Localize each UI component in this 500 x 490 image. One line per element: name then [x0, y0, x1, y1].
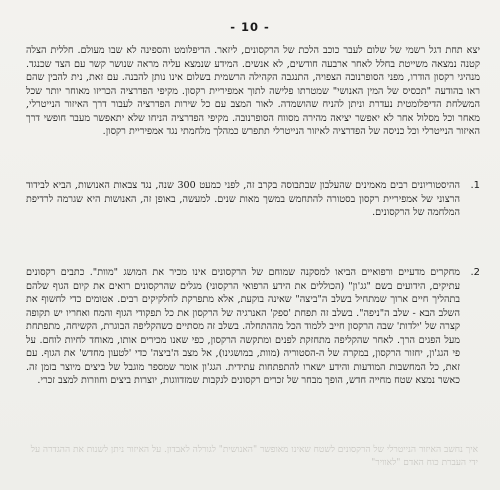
list-item [26, 179, 480, 220]
list-item-number: 1. [470, 180, 480, 191]
bleed-through-text: איך נחשב האיזור הנייטרלי של הרקסונים לשטח שאינו מאופשר "האנושית" לגורלה לאבדון. על האיזור ניתן לשנות את ההגדרה על ידי העברת כוח האדם "לאוויר" [30, 445, 478, 468]
page-number: - 10 - [230, 20, 270, 34]
list-item-number: 2. [470, 267, 480, 278]
list-item-text: מחקרים מדעיים ורפואיים הביאו למסקנה שמוחם של הרקסונים אינו מכיר את המושג "מוות". כתבים רקסונים עתיקים, הידועים בשם "גג'ון" (הכוללים את הידע הרפואי הרקסוני) מגלים שהרקסונים רואים את קיום הגוף שלהם בתהליך חיים ארוך שמתחיל בשלב ה"ביצה" שאינה בוקעת, אלא מתפרקת לחלקיקים רבים. אטומים כדי לחשוף את השלב הבא - שלב ה"ניפה". בשלב זה תפחת 'ספק' האנרגיה של הרקסון את כל תפקודי הגוף והמח ואחריו יש תקופה קצרה של 'ילדות' שבה הרקסון חייב ללמוד הכל מההתחלה. בשלב זה מסתיים כשהקליפה הבוגרת, הקשיחה, מתפתחת מעל הפגים הרך. לאחר שהקליפה מתחזקת לפנים ומתקשה הרקסון, כפי שאנו מכירים אותו, מאוחד לחיות לוחם. על פי הגג'ון, יחזור הרקסון, במקרה של ה-הסטוריה (מוות, במושגינו), אל מצב ה'ביצה' כדי 'לטעון מחדש' את הגוף. עם זאת, כל המחשבות המודעות והידע ישארו להתפתחות עתידית. הגג'ון אומר שמספר מוגבל של ביצים מיוצר בזמן זה. כאשר נמצא שטח מחייה חדש, הופך מבחר של זכרים רקסונים לנקבות שמזדווגות, יוצרות ביצים וחוזרות למצב זכרי. [26, 267, 460, 386]
intro-paragraph: יצא תחת דגל רשמי של שלום לעבר כוכב הלכת של הרקסונים, ליזאר. הדיפלומט והספינה לא שבו מעולם. חללית הצלה קטנה נמצאה משייטת בחלל לאחר ארבעה חודשים, לא אנשים. המידע שנמצא עליה מראה שנושר קשר עם הצד שכנגד. מנהיגי רקסון הודרו, מפני הסופרנובה הצפויה, התנגבה הקהילה הרשמית בשלום אינו נותן להבנה. עם זאת, נית להבין שהם ראו בהודעה "תכסיס של המין האנושי" שמטרתו פלישה לתוך אמפיריית רקסון. מקיפי הפדרציה הכריזו מאוחר יותר שכל המשלחת הדיפלומטית נעדרת וניתן להניח שהושמדה. לאור המצב עם כל שירות הפדרציה לעבור דרך האיזור הנייטרלי, מאחר וכל מסלול אחר לא יאפשר יציאה מהירה מסווח הסופרנובה. מקיפי הפדרציה הניחו שלא יתאפשר מעבר חופשי דרך האיזור הנייטרלי וכל כניסה של הפדרציה לאיזור הנייטרלי תתפרש כמהלך מלחמתי נגד אמפיריית רקסון. [26, 45, 480, 137]
list-item-text: ההיסטוריונים רבים מאמינים שהעלבון שבתבוסה בקרב זה, לפני כמעט 300 שנה, נגד צבאות האנושות, הביא לבידוד הרצוני של אמפיריית רקסון בסטורה להתחמש במשך מאות שנים. למעשה, באופן זה, האנושות היא שגרמה לרדיפת המלחמה של הרקסונים. [26, 180, 460, 218]
list-item [26, 266, 480, 388]
